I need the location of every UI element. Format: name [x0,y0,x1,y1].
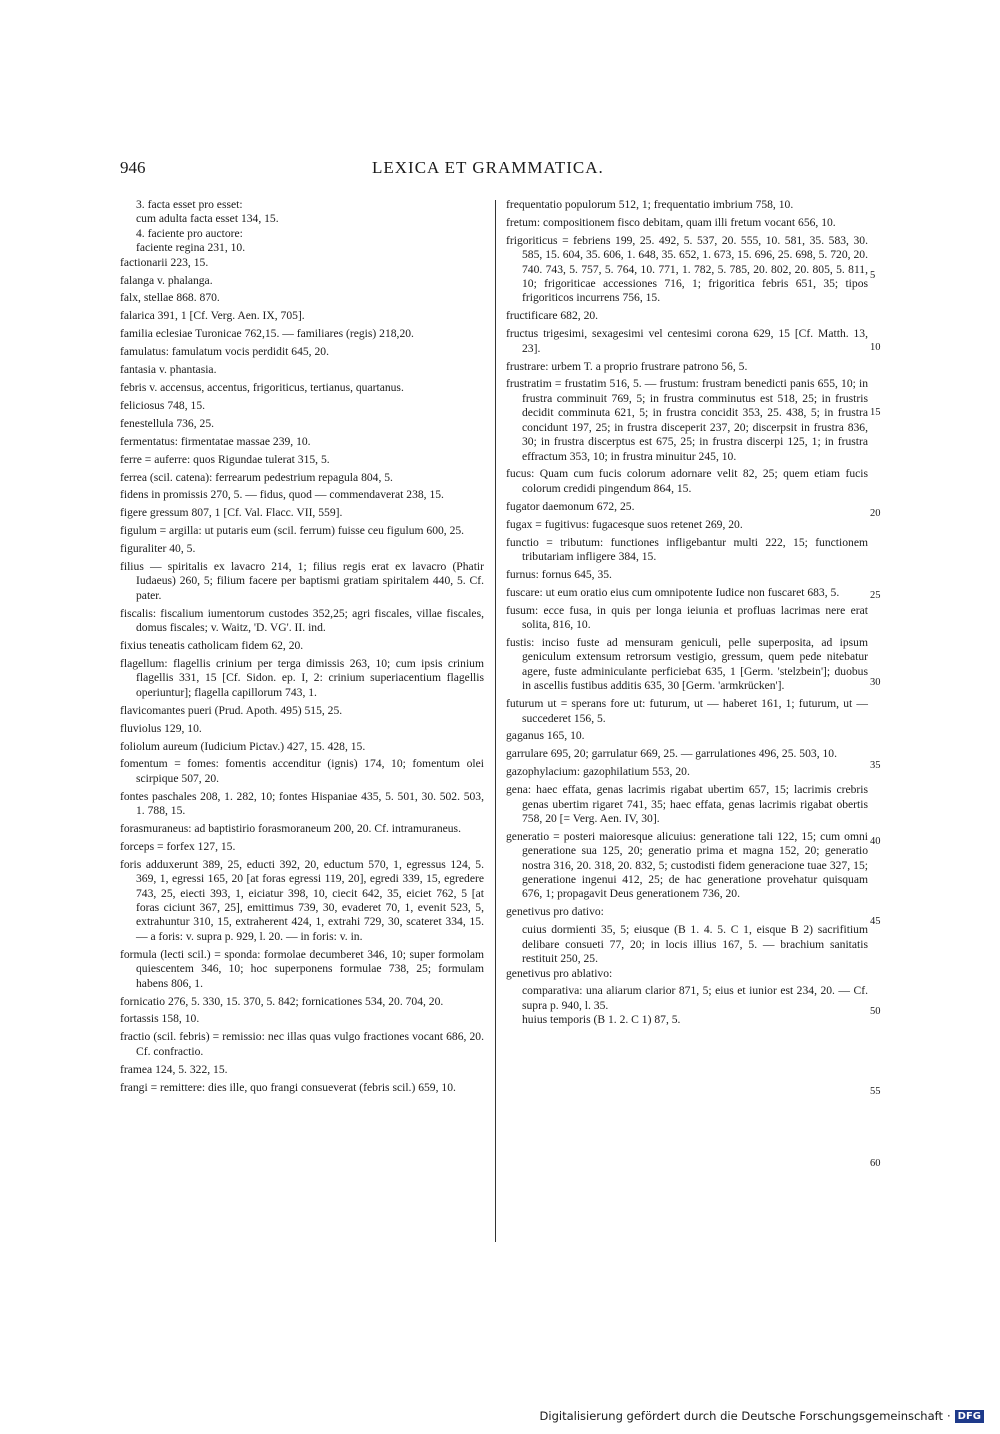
lexicon-entry: fornicatio 276, 5. 330, 15. 370, 5. 842; fornicationes 534, 20. 704, 20. [120,994,444,1008]
line-number: 20 [870,508,881,519]
page-number: 946 [120,158,146,177]
lexicon-entry: 4. faciente pro auctore: [136,226,243,240]
lexicon-entry: foris adduxerunt 389, 25, educti 392, 20, eductum 570, 1, egressus 124, 5. 369, 1, egressi 165, 20 [at foras egressi 119, 20], egredi 339, 15, egredere 743, 25, eiecti 393, 1, eiciatur 398, 10, ciecit 642, 35, eiciet 762, 5 [at foras ciciunt 367, 25], emittimus 739, 30, evaderet 70, 1, evenit 523, 5, extrahuntur 310, 15, extraherent 424, 1, extrahi 729, 30, scateret 334, 15. — a foris: v. supra p. 929, l. 20. — in foris: v. in. [120,857,484,943]
line-number: 50 [870,1006,881,1017]
lexicon-entry: fractio (scil. febris) = remissio: nec illas quas vulgo fractiones vocant 686, 20. Cf. confractio. [120,1030,484,1058]
lexicon-entry: falanga v. phalanga. [120,273,213,287]
lexicon-entry: functio = tributum: functiones infligebantur multi 222, 15; functionem tributariam infligere 384, 15. [506,535,868,563]
lexicon-entry: genetivus pro dativo: [506,905,604,919]
lexicon-entry: feliciosus 748, 15. [120,398,206,412]
lexicon-entry: genetivus pro ablativo: [506,966,613,980]
lexicon-entry: formula (lecti scil.) = sponda: formolae decumberet 346, 10; super formolam quiescentem 346, 10; hoc superponens formulae 738, 25; formulam habens 806, 1. [120,947,484,990]
lexicon-entry: fermentatus: firmentatae massae 239, 10. [120,434,311,448]
lexicon-entry: fenestellula 736, 25. [120,416,215,430]
line-number: 25 [870,590,881,601]
lexicon-entry: fugator daemonum 672, 25. [506,499,635,513]
line-number: 15 [870,407,881,418]
footer-separator: · [947,1409,951,1423]
lexicon-entry: fortassis 158, 10. [120,1012,200,1026]
lexicon-entry: familia eclesiae Turonicae 762,15. — familiares (regis) 218,20. [120,327,414,341]
lexicon-entry: falx, stellae 868. 870. [120,291,220,305]
lexicon-entry: fructus trigesimi, sexagesimi vel centesimi corona 629, 15 [Cf. Matth. 13, 23]. [506,327,868,355]
lexicon-entry: futurum ut = sperans fore ut: futurum, ut — haberet 161, 1; futurum, ut — succederet 156, 5. [506,697,868,725]
line-number: 10 [870,342,881,353]
lexicon-entry: ferrea (scil. catena): ferrearum pedestrium repagula 804, 5. [120,470,393,484]
lexicon-entry: frigoriticus = febriens 199, 25. 492, 5. 537, 20. 555, 10. 581, 35. 583, 30. 585, 15. 604, 35. 606, 1. 648, 35. 652, 1. 673, 15. 696, 25. 698, 5. 720, 20. 740. 743, 5. 757, 5. 764, 10. 771, 1. 782, 5. 785, 20. 802, 20. 805, 5. 811, 10; frigoriticae accessiones 716, 1; frigoritica febris 651, 35; tipos frigoriticos incurrens 756, 15. [506,233,868,305]
line-number: 40 [870,836,881,847]
lexicon-entry: forasmuraneus: ad baptistirio forasmoraneum 200, 20. Cf. intramuraneus. [120,822,461,836]
lexicon-entry: febris v. accensus, accentus, frigoriticus, tertianus, quartanus. [120,380,404,394]
lexicon-entry: fluviolus 129, 10. [120,721,202,735]
lexicon-entry: gena: haec effata, genas lacrimis rigabat ubertim 657, 15; lacrimis crebris genas ubertim rigaret 741, 35; haec effata, genas lacrimis rigabat obertis 758, 20 [= Verg. Aen. IV, 30]. [506,783,868,825]
line-number: 55 [870,1086,881,1097]
footer [540,1409,984,1423]
lexicon-entry: frustratim = frustatim 516, 5. — frustum: frustram benedicti panis 655, 10; in frustra comminuit 769, 5; in frustra comminutus est 518, 25; in frustris decidit comminuta 621, 5; in frustra concidit 353, 25. 438, 5; in frustra concidunt 197, 25; in frustra disceperit 237, 20; discerpsit in frustra 836, 30; in frustra discerptus est 675, 25; in frustra discerpi 125, 1; in frustra effractum 353, 10; in frustra minuitur 245, 10. [506,377,868,463]
footer-text: Digitalisierung gefördert durch die Deutsche Forschungsgemeinschaft [539,1409,943,1423]
lexicon-entry: generatio = posteri maioresque alicuius: generatione tali 122, 15; cum omni generatione sua 125, 20; generatio prima et magna 152, 20; generatio nostra 316, 20. 318, 20. 832, 5; custodisti fidem generacione tuae 327, 15; generatione ingenui 412, 25; de hac generatione provehatur quisquam 676, 1; propagavit Deus generationem 736, 20. [506,829,868,901]
line-number: 45 [870,916,881,927]
lexicon-entry: frustrare: urbem T. a proprio frustrare patrono 56, 5. [506,359,748,373]
lexicon-entry: 3. facta esset pro esset: [136,198,243,211]
lexicon-entry: gaganus 165, 10. [506,729,585,743]
line-number: 35 [870,760,881,771]
lexicon-entry: forceps = forfex 127, 15. [120,839,236,853]
lexicon-entry: fructificare 682, 20. [506,309,599,323]
lexicon-entry: framea 124, 5. 322, 15. [120,1062,228,1076]
lexicon-entry: fiscalis: fiscalium iumentorum custodes 352,25; agri fiscales, villae fiscales, domus fiscales; v. Waitz, 'D. VG'. II. ind. [120,606,484,635]
lexicon-entry: fusum: ecce fusa, in quis per longa ieiunia et profluas lacrimas nere erat solita, 816, 10. [506,603,868,632]
lexicon-entry: garrulare 695, 20; garrulatur 669, 25. — garrulationes 496, 25. 503, 10. [506,747,837,761]
line-number: 5 [870,270,876,281]
lexicon-entry: foliolum aureum (Iudicium Pictav.) 427, 15. 428, 15. [120,739,366,753]
line-number: 60 [870,1158,881,1169]
left-column [120,198,484,1098]
lexicon-entry: furnus: fornus 645, 35. [506,567,612,581]
lexicon-entry: ferre = auferre: quos Rigundae tulerat 315, 5. [120,452,330,466]
running-head: LEXICA ET GRAMMATICA. [372,158,604,177]
lexicon-entry: comparativa: una aliarum clarior 871, 5; eius et iunior est 234, 20. — Cf. supra p. 940, l. 35. [522,984,868,1012]
lexicon-entry: filius — spiritalis ex lavacro 214, 1; filius regis erat ex lavacro (Phatir Iudaeus) 260, 5; filium facere per baptismi gratiam spiritalem 440, 5. Cf. pater. [120,560,484,602]
right-column [506,198,868,1028]
lexicon-entry: fidens in promissis 270, 5. — fidus, quod — commendaverat 238, 15. [120,488,444,502]
lexicon-entry: faciente regina 231, 10. [136,241,246,255]
lexicon-entry: figuraliter 40, 5. [120,542,196,556]
lexicon-entry: gazophylacium: gazophilatium 553, 20. [506,765,690,779]
lexicon-entry: frequentatio populorum 512, 1; frequentatio imbrium 758, 10. [506,198,794,211]
lexicon-entry: fantasia v. phantasia. [120,363,217,377]
lexicon-entry: flagellum: flagellis crinium per terga dimissis 263, 10; cum ipsis crinium flagellis 331, 15 [Cf. Sidon. ep. I, 2: crinium superiacentium flagellis operiuntur]; flagella capillorum 743, 1. [120,656,484,699]
lexicon-entry: cuius dormienti 35, 5; eiusque (B 1. 4. 5. C 1, eisque B 2) sacrifitium delibare consueti 77, 20; in locis illius 167, 5. — brachium sanitatis restituit 250, 25. [522,923,868,966]
lexicon-entry: fretum: compositionem fisco debitam, quam illi fretum vocant 656, 10. [506,215,836,229]
lexicon-entry: fugax = fugitivus: fugacesque suos retenet 269, 20. [506,517,743,531]
dfg-logo: DFG [955,1410,984,1423]
lexicon-entry: cum adulta facta esset 134, 15. [136,212,279,226]
lexicon-entry: frangi = remittere: dies ille, quo frangi consueverat (febris scil.) 659, 10. [120,1080,456,1094]
lexicon-entry: fomentum = fomes: fomentis accenditur (ignis) 174, 10; fomentum olei scirpique 507, 20. [120,757,484,785]
lexicon-entry: figere gressum 807, 1 [Cf. Val. Flacc. VII, 559]. [120,506,343,520]
lexicon-entry: fustis: inciso fuste ad mensuram geniculi, pelle superposita, ad ipsum geniculum extensum retrorsum vestigio, gressum, quem pede nitebatur agere, fuste adminiculante perficiebat 635, 1 [Germ. 'stelzbein']; duobus in ascellis fustibus additis 635, 30 [Germ. 'armkrücken']. [506,635,868,693]
lexicon-entry: fixius teneatis catholicam fidem 62, 20. [120,639,304,653]
lexicon-entry: fucus: Quam cum fucis colorum adornare velit 82, 25; quem etiam fucis colorum credidi pingendum 864, 15. [506,467,868,495]
lexicon-entry: famulatus: famulatum vocis perdidit 645, 20. [120,345,329,359]
lexicon-entry: fontes paschales 208, 1. 282, 10; fontes Hispaniae 435, 5. 501, 30. 502. 503, 1. 788, 15. [120,789,484,818]
lexicon-entry: fuscare: ut eum oratio eius cum omnipotente Iudice non fuscaret 683, 5. [506,585,840,599]
lexicon-entry: flavicomantes pueri (Prud. Apoth. 495) 515, 25. [120,703,343,717]
lexicon-entry: factionarii 223, 15. [120,255,209,269]
lexicon-entry: falarica 391, 1 [Cf. Verg. Aen. IX, 705]. [120,309,305,323]
line-number: 30 [870,677,881,688]
lexicon-entry: huius temporis (B 1. 2. C 1) 87, 5. [522,1013,681,1027]
column-divider [495,200,496,1242]
lexicon-entry: figulum = argilla: ut putaris eum (scil. ferrum) fuisse ceu figulum 600, 25. [120,524,465,538]
